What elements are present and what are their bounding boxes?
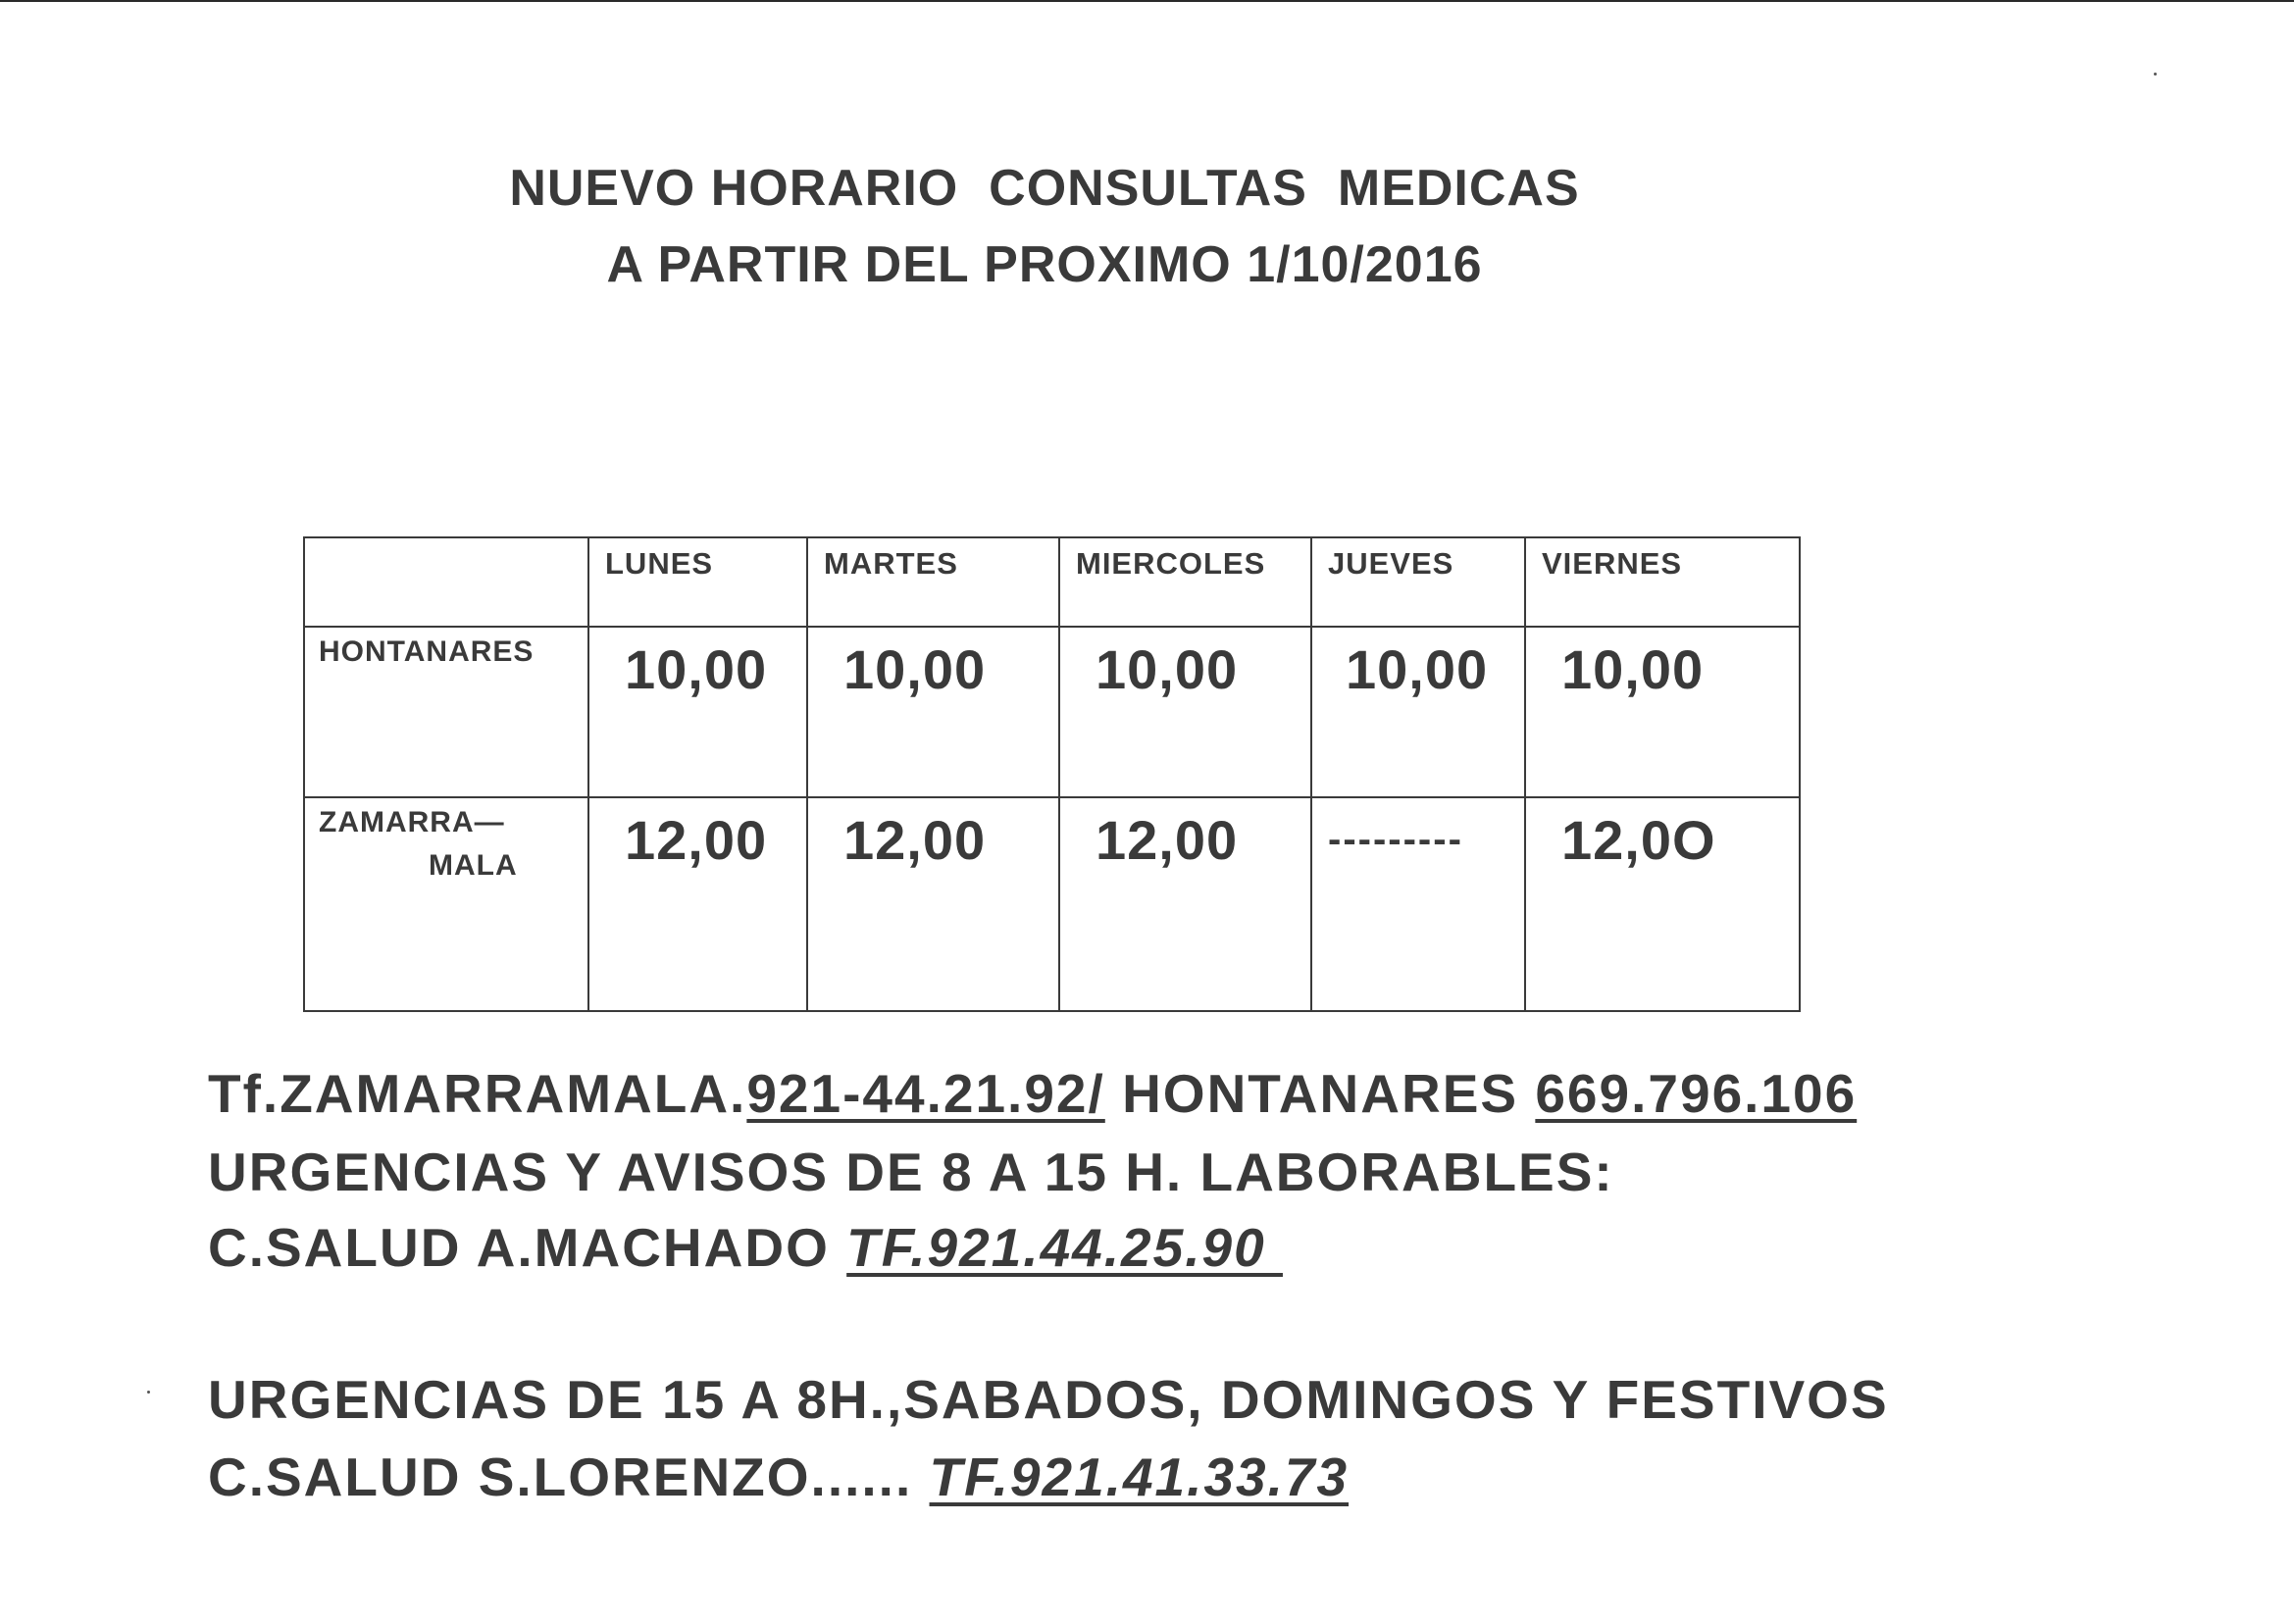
time-cell: 12,00 xyxy=(588,797,807,1011)
day-header: MARTES xyxy=(807,537,1059,627)
time-cell: 12,0O xyxy=(1525,797,1800,1011)
hontanares-phone: 669.796.106 xyxy=(1535,1063,1858,1124)
health-center-line xyxy=(208,1216,1283,1279)
phone-label: Tf.ZAMARRAMALA. xyxy=(208,1063,747,1124)
time-cell: 10,00 xyxy=(1525,627,1800,797)
notice-subtitle: A PARTIR DEL PROXIMO 1/10/2016 xyxy=(606,236,1483,293)
schedule-table xyxy=(303,536,1801,1012)
town-name-continued: MALA xyxy=(429,849,518,882)
time-cell: 10,00 xyxy=(1059,627,1311,797)
machado-phone: TF.921.44.25.90 xyxy=(846,1217,1283,1278)
schedule-header-row xyxy=(304,537,1800,627)
time-cell: 10,00 xyxy=(588,627,807,797)
zamarramala-phone: 921-44.21.92/ xyxy=(746,1063,1105,1124)
phone-label: HONTANARES xyxy=(1104,1063,1536,1124)
scan-speck xyxy=(2154,73,2157,76)
day-header: JUEVES xyxy=(1311,537,1525,627)
urgencies-weekday-heading: URGENCIAS Y AVISOS DE 8 A 15 H. LABORABLES: xyxy=(208,1142,1614,1202)
notice-title: NUEVO HORARIO CONSULTAS MEDICAS xyxy=(509,160,1580,217)
health-center-name: C.SALUD S.LORENZO...... xyxy=(208,1446,930,1507)
day-header: MIERCOLES xyxy=(1059,537,1311,627)
time-cell: 12,00 xyxy=(807,797,1059,1011)
day-header: VIERNES xyxy=(1525,537,1800,627)
table-row xyxy=(304,627,1800,797)
scan-speck xyxy=(147,1391,150,1394)
time-cell: 12,00 xyxy=(1059,797,1311,1011)
table-row xyxy=(304,797,1800,1011)
no-service-cell: --------- xyxy=(1311,797,1525,1011)
corner-cell xyxy=(304,537,588,627)
town-name: HONTANARES xyxy=(319,635,535,668)
health-center-line xyxy=(208,1446,1349,1508)
phone-line xyxy=(208,1062,1857,1125)
day-header: LUNES xyxy=(588,537,807,627)
town-label xyxy=(304,627,588,797)
scan-edge xyxy=(0,0,2294,2)
town-name: ZAMARRA— xyxy=(319,806,505,838)
lorenzo-phone: TF.921.41.33.73 xyxy=(929,1446,1350,1507)
health-center-name: C.SALUD A.MACHADO xyxy=(208,1217,847,1278)
time-cell: 10,00 xyxy=(807,627,1059,797)
time-cell: 10,00 xyxy=(1311,627,1525,797)
town-label xyxy=(304,797,588,1011)
urgencies-offhours-heading: URGENCIAS DE 15 A 8H.,SABADOS, DOMINGOS Y FESTIVOS xyxy=(208,1369,1889,1430)
